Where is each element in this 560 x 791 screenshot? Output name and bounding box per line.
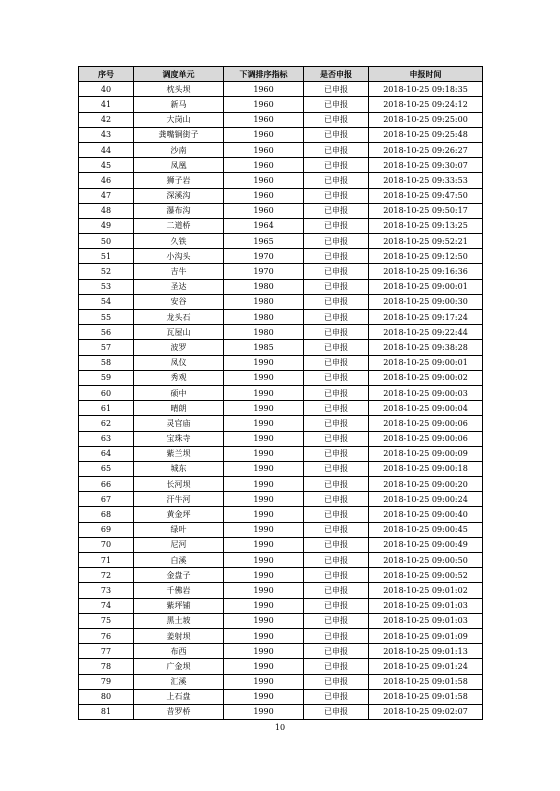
cell-dispatch-unit: 黄金坪 [134, 507, 224, 522]
cell-declaration-time: 2018-10-25 09:00:49 [369, 537, 483, 552]
cell-row-index: 77 [79, 644, 134, 659]
table-row [79, 218, 483, 233]
cell-declaration-time: 2018-10-25 09:00:02 [369, 370, 483, 385]
cell-declaration-time: 2018-10-25 09:01:58 [369, 674, 483, 689]
cell-dispatch-unit: 黑土坡 [134, 613, 224, 628]
cell-declaration-time: 2018-10-25 09:22:44 [369, 325, 483, 340]
cell-ranking-index: 1990 [224, 659, 304, 674]
cell-ranking-index: 1990 [224, 370, 304, 385]
table-row [79, 446, 483, 461]
cell-dispatch-unit: 白溪 [134, 553, 224, 568]
cell-row-index: 81 [79, 704, 134, 719]
table-row [79, 628, 483, 643]
cell-row-index: 60 [79, 385, 134, 400]
cell-ranking-index: 1990 [224, 568, 304, 583]
cell-declared-status: 已申报 [304, 704, 369, 719]
cell-row-index: 69 [79, 522, 134, 537]
cell-declared-status: 已申报 [304, 340, 369, 355]
cell-ranking-index: 1960 [224, 97, 304, 112]
cell-ranking-index: 1990 [224, 401, 304, 416]
cell-declared-status: 已申报 [304, 537, 369, 552]
table-row [79, 659, 483, 674]
cell-declaration-time: 2018-10-25 09:52:21 [369, 234, 483, 249]
table-row [79, 279, 483, 294]
header-declared-status: 是否申报 [304, 67, 369, 82]
cell-dispatch-unit: 久铁 [134, 234, 224, 249]
cell-row-index: 48 [79, 203, 134, 218]
cell-dispatch-unit: 晴朗 [134, 401, 224, 416]
cell-row-index: 62 [79, 416, 134, 431]
cell-ranking-index: 1965 [224, 234, 304, 249]
cell-declared-status: 已申报 [304, 310, 369, 325]
cell-declared-status: 已申报 [304, 294, 369, 309]
cell-ranking-index: 1990 [224, 355, 304, 370]
cell-row-index: 74 [79, 598, 134, 613]
cell-dispatch-unit: 新马 [134, 97, 224, 112]
header-downward-ranking-index: 下调排序指标 [224, 67, 304, 82]
cell-declaration-time: 2018-10-25 09:01:09 [369, 628, 483, 643]
cell-declared-status: 已申报 [304, 82, 369, 97]
table-body [79, 82, 483, 720]
cell-ranking-index: 1970 [224, 264, 304, 279]
cell-declaration-time: 2018-10-25 09:00:01 [369, 355, 483, 370]
table-row [79, 355, 483, 370]
cell-declared-status: 已申报 [304, 492, 369, 507]
cell-row-index: 47 [79, 188, 134, 203]
cell-row-index: 51 [79, 249, 134, 264]
cell-ranking-index: 1990 [224, 522, 304, 537]
cell-row-index: 71 [79, 553, 134, 568]
cell-dispatch-unit: 汗牛河 [134, 492, 224, 507]
table-row [79, 385, 483, 400]
cell-ranking-index: 1990 [224, 416, 304, 431]
cell-declared-status: 已申报 [304, 598, 369, 613]
table-row [79, 249, 483, 264]
cell-declaration-time: 2018-10-25 09:16:36 [369, 264, 483, 279]
cell-dispatch-unit: 狮子岩 [134, 173, 224, 188]
cell-row-index: 50 [79, 234, 134, 249]
cell-declared-status: 已申报 [304, 522, 369, 537]
cell-ranking-index: 1990 [224, 537, 304, 552]
cell-declared-status: 已申报 [304, 234, 369, 249]
table-row [79, 97, 483, 112]
cell-row-index: 56 [79, 325, 134, 340]
table-row [79, 416, 483, 431]
cell-dispatch-unit: 宝珠寺 [134, 431, 224, 446]
cell-declared-status: 已申报 [304, 385, 369, 400]
table-row [79, 142, 483, 157]
cell-declaration-time: 2018-10-25 09:50:17 [369, 203, 483, 218]
table-row [79, 82, 483, 97]
cell-dispatch-unit: 紫坪铺 [134, 598, 224, 613]
cell-dispatch-unit: 尼河 [134, 537, 224, 552]
cell-ranking-index: 1980 [224, 325, 304, 340]
cell-declaration-time: 2018-10-25 09:01:03 [369, 598, 483, 613]
cell-declaration-time: 2018-10-25 09:00:20 [369, 477, 483, 492]
table-row [79, 674, 483, 689]
cell-declaration-time: 2018-10-25 09:25:48 [369, 127, 483, 142]
table-row [79, 477, 483, 492]
table-row [79, 522, 483, 537]
cell-ranking-index: 1990 [224, 431, 304, 446]
cell-row-index: 72 [79, 568, 134, 583]
table-row [79, 704, 483, 719]
cell-ranking-index: 1985 [224, 340, 304, 355]
table-row [79, 598, 483, 613]
cell-row-index: 76 [79, 628, 134, 643]
cell-ranking-index: 1990 [224, 553, 304, 568]
table-row [79, 461, 483, 476]
cell-ranking-index: 1990 [224, 674, 304, 689]
cell-declared-status: 已申报 [304, 613, 369, 628]
header-declaration-time: 申报时间 [369, 67, 483, 82]
cell-dispatch-unit: 布西 [134, 644, 224, 659]
cell-declared-status: 已申报 [304, 431, 369, 446]
cell-declaration-time: 2018-10-25 09:18:35 [369, 82, 483, 97]
cell-declared-status: 已申报 [304, 507, 369, 522]
cell-ranking-index: 1990 [224, 446, 304, 461]
cell-declared-status: 已申报 [304, 173, 369, 188]
cell-declared-status: 已申报 [304, 446, 369, 461]
cell-dispatch-unit: 姜射坝 [134, 628, 224, 643]
cell-row-index: 52 [79, 264, 134, 279]
table-row [79, 689, 483, 704]
cell-row-index: 66 [79, 477, 134, 492]
cell-dispatch-unit: 凤仪 [134, 355, 224, 370]
table-row [79, 203, 483, 218]
cell-declared-status: 已申报 [304, 127, 369, 142]
cell-ranking-index: 1980 [224, 310, 304, 325]
cell-dispatch-unit: 汇溪 [134, 674, 224, 689]
cell-declaration-time: 2018-10-25 09:00:40 [369, 507, 483, 522]
cell-ranking-index: 1960 [224, 112, 304, 127]
cell-row-index: 65 [79, 461, 134, 476]
cell-declared-status: 已申报 [304, 553, 369, 568]
table-row [79, 112, 483, 127]
cell-declaration-time: 2018-10-25 09:01:03 [369, 613, 483, 628]
cell-declaration-time: 2018-10-25 09:01:58 [369, 689, 483, 704]
cell-declared-status: 已申报 [304, 97, 369, 112]
cell-declaration-time: 2018-10-25 09:00:06 [369, 431, 483, 446]
cell-dispatch-unit: 城东 [134, 461, 224, 476]
cell-declaration-time: 2018-10-25 09:00:30 [369, 294, 483, 309]
cell-dispatch-unit: 小沟头 [134, 249, 224, 264]
cell-row-index: 78 [79, 659, 134, 674]
cell-declared-status: 已申报 [304, 659, 369, 674]
cell-declaration-time: 2018-10-25 09:25:00 [369, 112, 483, 127]
cell-dispatch-unit: 沙南 [134, 142, 224, 157]
cell-dispatch-unit: 瓦屋山 [134, 325, 224, 340]
cell-dispatch-unit: 硕中 [134, 385, 224, 400]
cell-ranking-index: 1990 [224, 507, 304, 522]
cell-row-index: 49 [79, 218, 134, 233]
cell-dispatch-unit: 紫兰坝 [134, 446, 224, 461]
cell-ranking-index: 1990 [224, 461, 304, 476]
cell-dispatch-unit: 千佛岩 [134, 583, 224, 598]
cell-row-index: 43 [79, 127, 134, 142]
cell-dispatch-unit: 枕头坝 [134, 82, 224, 97]
table-header-row [79, 67, 483, 82]
cell-row-index: 53 [79, 279, 134, 294]
cell-row-index: 46 [79, 173, 134, 188]
cell-declaration-time: 2018-10-25 09:30:07 [369, 158, 483, 173]
cell-dispatch-unit: 昔罗桥 [134, 704, 224, 719]
cell-ranking-index: 1980 [224, 279, 304, 294]
cell-row-index: 79 [79, 674, 134, 689]
cell-declared-status: 已申报 [304, 674, 369, 689]
cell-declaration-time: 2018-10-25 09:33:53 [369, 173, 483, 188]
cell-row-index: 44 [79, 142, 134, 157]
cell-ranking-index: 1980 [224, 294, 304, 309]
cell-declared-status: 已申报 [304, 689, 369, 704]
cell-dispatch-unit: 龙头石 [134, 310, 224, 325]
table-row [79, 370, 483, 385]
cell-dispatch-unit: 广金坝 [134, 659, 224, 674]
cell-row-index: 64 [79, 446, 134, 461]
table-row [79, 583, 483, 598]
cell-ranking-index: 1990 [224, 689, 304, 704]
cell-row-index: 61 [79, 401, 134, 416]
cell-ranking-index: 1990 [224, 492, 304, 507]
table-row [79, 234, 483, 249]
cell-dispatch-unit: 大岗山 [134, 112, 224, 127]
cell-declared-status: 已申报 [304, 355, 369, 370]
cell-dispatch-unit: 安谷 [134, 294, 224, 309]
cell-declaration-time: 2018-10-25 09:01:02 [369, 583, 483, 598]
cell-declaration-time: 2018-10-25 09:00:52 [369, 568, 483, 583]
cell-declared-status: 已申报 [304, 218, 369, 233]
cell-declared-status: 已申报 [304, 628, 369, 643]
cell-dispatch-unit: 上石盘 [134, 689, 224, 704]
cell-declared-status: 已申报 [304, 249, 369, 264]
cell-ranking-index: 1990 [224, 598, 304, 613]
cell-declared-status: 已申报 [304, 279, 369, 294]
cell-row-index: 54 [79, 294, 134, 309]
table-row [79, 340, 483, 355]
table-row [79, 264, 483, 279]
cell-row-index: 55 [79, 310, 134, 325]
cell-declared-status: 已申报 [304, 325, 369, 340]
cell-ranking-index: 1960 [224, 142, 304, 157]
cell-declaration-time: 2018-10-25 09:00:18 [369, 461, 483, 476]
table-row [79, 644, 483, 659]
cell-dispatch-unit: 长河坝 [134, 477, 224, 492]
cell-dispatch-unit: 波罗 [134, 340, 224, 355]
cell-declaration-time: 2018-10-25 09:00:04 [369, 401, 483, 416]
cell-dispatch-unit: 绿叶 [134, 522, 224, 537]
cell-ranking-index: 1990 [224, 704, 304, 719]
cell-declaration-time: 2018-10-25 09:00:09 [369, 446, 483, 461]
table-row [79, 325, 483, 340]
cell-declaration-time: 2018-10-25 09:00:24 [369, 492, 483, 507]
cell-declaration-time: 2018-10-25 09:13:25 [369, 218, 483, 233]
cell-dispatch-unit: 圣达 [134, 279, 224, 294]
cell-declaration-time: 2018-10-25 09:01:13 [369, 644, 483, 659]
cell-ranking-index: 1960 [224, 188, 304, 203]
cell-dispatch-unit: 深溪沟 [134, 188, 224, 203]
cell-declaration-time: 2018-10-25 09:26:27 [369, 142, 483, 157]
table-row [79, 401, 483, 416]
cell-declaration-time: 2018-10-25 09:00:03 [369, 385, 483, 400]
cell-ranking-index: 1990 [224, 385, 304, 400]
table-row [79, 294, 483, 309]
cell-dispatch-unit: 凤凰 [134, 158, 224, 173]
table-row [79, 431, 483, 446]
cell-declared-status: 已申报 [304, 203, 369, 218]
cell-declared-status: 已申报 [304, 461, 369, 476]
cell-dispatch-unit: 秀观 [134, 370, 224, 385]
cell-declared-status: 已申报 [304, 568, 369, 583]
cell-declaration-time: 2018-10-25 09:47:50 [369, 188, 483, 203]
cell-dispatch-unit: 金盘子 [134, 568, 224, 583]
cell-row-index: 42 [79, 112, 134, 127]
cell-ranking-index: 1960 [224, 158, 304, 173]
cell-dispatch-unit: 吉牛 [134, 264, 224, 279]
table-row [79, 173, 483, 188]
cell-declared-status: 已申报 [304, 264, 369, 279]
cell-ranking-index: 1990 [224, 583, 304, 598]
dispatch-declaration-table [78, 66, 483, 720]
cell-declaration-time: 2018-10-25 09:24:12 [369, 97, 483, 112]
cell-row-index: 45 [79, 158, 134, 173]
cell-row-index: 73 [79, 583, 134, 598]
cell-row-index: 57 [79, 340, 134, 355]
cell-dispatch-unit: 灵官庙 [134, 416, 224, 431]
table-row [79, 492, 483, 507]
cell-row-index: 67 [79, 492, 134, 507]
cell-ranking-index: 1990 [224, 644, 304, 659]
cell-declared-status: 已申报 [304, 401, 369, 416]
cell-declared-status: 已申报 [304, 416, 369, 431]
cell-declaration-time: 2018-10-25 09:02:07 [369, 704, 483, 719]
cell-ranking-index: 1990 [224, 613, 304, 628]
cell-row-index: 41 [79, 97, 134, 112]
header-index: 序号 [79, 67, 134, 82]
cell-declaration-time: 2018-10-25 09:12:50 [369, 249, 483, 264]
cell-declared-status: 已申报 [304, 112, 369, 127]
table-row [79, 188, 483, 203]
cell-ranking-index: 1960 [224, 203, 304, 218]
cell-dispatch-unit: 二道桥 [134, 218, 224, 233]
cell-declaration-time: 2018-10-25 09:00:50 [369, 553, 483, 568]
cell-row-index: 63 [79, 431, 134, 446]
table-row [79, 507, 483, 522]
cell-declaration-time: 2018-10-25 09:00:06 [369, 416, 483, 431]
page-number: 10 [274, 723, 286, 732]
cell-row-index: 59 [79, 370, 134, 385]
cell-ranking-index: 1990 [224, 628, 304, 643]
cell-ranking-index: 1960 [224, 127, 304, 142]
cell-ranking-index: 1964 [224, 218, 304, 233]
table-row [79, 537, 483, 552]
cell-row-index: 70 [79, 537, 134, 552]
cell-row-index: 80 [79, 689, 134, 704]
cell-ranking-index: 1970 [224, 249, 304, 264]
table-row [79, 127, 483, 142]
table-row [79, 310, 483, 325]
cell-declared-status: 已申报 [304, 142, 369, 157]
cell-row-index: 58 [79, 355, 134, 370]
cell-ranking-index: 1960 [224, 82, 304, 97]
cell-declaration-time: 2018-10-25 09:17:24 [369, 310, 483, 325]
cell-ranking-index: 1990 [224, 477, 304, 492]
cell-row-index: 40 [79, 82, 134, 97]
cell-declared-status: 已申报 [304, 158, 369, 173]
cell-declaration-time: 2018-10-25 09:01:24 [369, 659, 483, 674]
cell-declared-status: 已申报 [304, 477, 369, 492]
cell-declared-status: 已申报 [304, 583, 369, 598]
cell-declaration-time: 2018-10-25 09:00:01 [369, 279, 483, 294]
table-row [79, 553, 483, 568]
table-row [79, 158, 483, 173]
cell-dispatch-unit: 瀑布沟 [134, 203, 224, 218]
cell-declaration-time: 2018-10-25 09:00:45 [369, 522, 483, 537]
table-row [79, 613, 483, 628]
cell-declaration-time: 2018-10-25 09:38:28 [369, 340, 483, 355]
cell-dispatch-unit: 龚嘴铜街子 [134, 127, 224, 142]
table-row [79, 568, 483, 583]
cell-row-index: 68 [79, 507, 134, 522]
cell-declared-status: 已申报 [304, 188, 369, 203]
header-dispatch-unit: 调度单元 [134, 67, 224, 82]
cell-declared-status: 已申报 [304, 644, 369, 659]
cell-row-index: 75 [79, 613, 134, 628]
cell-declared-status: 已申报 [304, 370, 369, 385]
cell-ranking-index: 1960 [224, 173, 304, 188]
